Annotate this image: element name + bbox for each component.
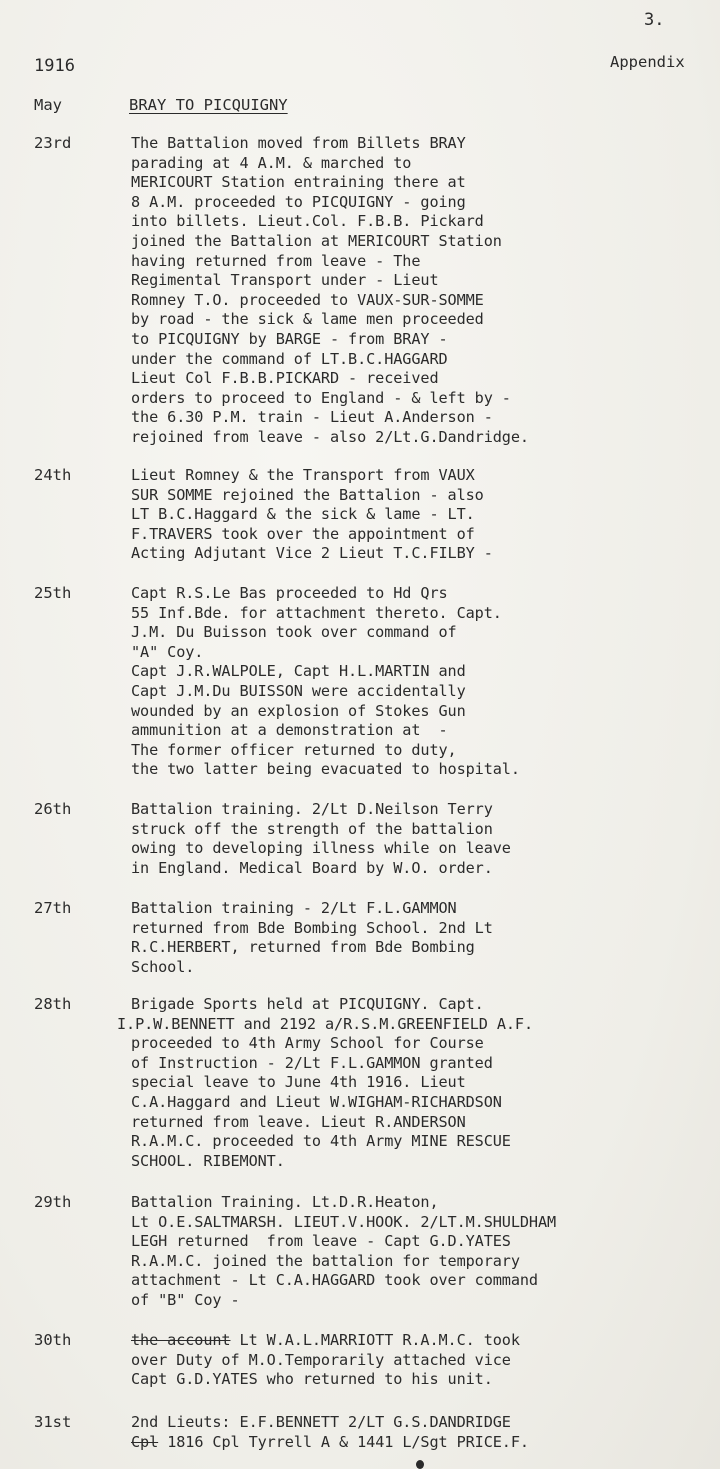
text-line: returned from Bde Bombing School. 2nd Lt — [131, 918, 493, 937]
text-line: J.M. Du Buisson took over command of — [131, 623, 457, 642]
entry-text — [131, 584, 711, 780]
entry-text — [131, 899, 711, 977]
entry-text — [131, 134, 711, 448]
text-line: Romney T.O. proceeded to VAUX-SUR-SOMME — [131, 290, 484, 309]
page-number: 3. — [644, 10, 665, 30]
text-line: returned from leave. Lieut R.ANDERSON — [131, 1112, 466, 1131]
text-line: 2nd Lieuts: E.F.BENNETT 2/LT G.S.DANDRIDGE — [131, 1413, 511, 1431]
text-line: SUR SOMME rejoined the Battalion - also — [131, 485, 484, 504]
text-line: special leave to June 4th 1916. Lieut — [131, 1073, 466, 1092]
struck-text: Cpl — [131, 1432, 159, 1451]
entry-date: 27th — [34, 899, 72, 917]
line-text: 1816 Cpl Tyrrell A & 1441 L/Sgt PRICE.F. — [167, 1432, 529, 1451]
text-line: Capt J.R.WALPOLE, Capt H.L.MARTIN and — [131, 662, 466, 681]
text-line: ammunition at a demonstration at - — [131, 721, 448, 740]
text-line: Acting Adjutant Vice 2 Lieut T.C.FILBY - — [131, 544, 493, 563]
entry-date: 30th — [34, 1331, 72, 1349]
entry-text — [131, 1193, 711, 1311]
text-line: by road - the sick & lame men proceeded — [131, 310, 484, 329]
entry-date: 23rd — [34, 134, 72, 152]
text-line: into billets. Lieut.Col. F.B.B. Pickard — [131, 212, 484, 231]
text-line: orders to proceed to England - & left by - — [131, 388, 511, 407]
text-line: MERICOURT Station entraining there at — [131, 173, 466, 192]
text-line: Battalion training. 2/Lt D.Neilson Terry — [131, 800, 493, 818]
entry-text — [117, 995, 711, 1171]
entry-text — [131, 800, 711, 878]
text-line: rejoined from leave - also 2/Lt.G.Dandridge. — [131, 427, 529, 446]
text-line: proceeded to 4th Army School for Course — [131, 1034, 484, 1053]
text-line: joined the Battalion at MERICOURT Station — [131, 231, 502, 250]
month-label: May — [34, 96, 62, 114]
text-line: attachment - Lt C.A.HAGGARD took over command — [131, 1271, 538, 1290]
line-text: Lt W.A.L.MARRIOTT R.A.M.C. took — [239, 1331, 520, 1349]
text-line: of "B" Coy - — [131, 1290, 240, 1309]
text-line: LT B.C.Haggard & the sick & lame - LT. — [131, 505, 475, 524]
text-line: F.TRAVERS took over the appointment of — [131, 524, 475, 543]
text-line: C.A.Haggard and Lieut W.WIGHAM-RICHARDSON — [131, 1092, 502, 1111]
text-line: parading at 4 A.M. & marched to — [131, 153, 412, 172]
text-line: R.C.HERBERT, returned from Bde Bombing — [131, 938, 475, 957]
text-line: School. — [131, 957, 195, 976]
entry-text — [131, 466, 711, 564]
text-line: 55 Inf.Bde. for attachment thereto. Capt. — [131, 603, 502, 622]
year-label: 1916 — [34, 56, 75, 76]
text-line: Regimental Transport under - Lieut — [131, 271, 439, 290]
text-line: Lieut Romney & the Transport from VAUX — [131, 466, 475, 484]
entry-date: 31st — [34, 1413, 72, 1431]
entry-date: 29th — [34, 1193, 72, 1211]
text-line: of Instruction - 2/Lt F.L.GAMMON granted — [131, 1053, 493, 1072]
entry-date: 25th — [34, 584, 72, 602]
text-line: Battalion Training. Lt.D.R.Heaton, — [131, 1193, 439, 1211]
text-line: SCHOOL. RIBEMONT. — [131, 1151, 285, 1170]
appendix-label: Appendix — [610, 53, 685, 71]
page-heading: BRAY TO PICQUIGNY — [129, 96, 288, 114]
text-line — [131, 1331, 711, 1351]
text-line: R.A.M.C. proceeded to 4th Army MINE RESCUE — [131, 1132, 511, 1151]
text-line: The Battalion moved from Billets BRAY — [131, 134, 466, 152]
text-line: owing to developing illness while on leave — [131, 839, 511, 858]
text-line: Capt J.M.Du BUISSON were accidentally — [131, 681, 466, 700]
text-line: in England. Medical Board by W.O. order. — [131, 858, 493, 877]
text-line: Lieut Col F.B.B.PICKARD - received — [131, 369, 439, 388]
text-line: The former officer returned to duty, — [131, 740, 457, 759]
text-line: Capt G.D.YATES who returned to his unit. — [131, 1370, 493, 1389]
entry-text — [131, 1413, 711, 1452]
text-line: Lt O.E.SALTMARSH. LIEUT.V.HOOK. 2/LT.M.SHULDHAM — [131, 1212, 557, 1231]
text-line: LEGH returned from leave - Capt G.D.YATES — [131, 1232, 511, 1251]
text-line: under the command of LT.B.C.HAGGARD — [131, 349, 448, 368]
entry-date: 26th — [34, 800, 72, 818]
text-line: the two latter being evacuated to hospital. — [131, 760, 520, 779]
entry-text — [131, 1331, 711, 1390]
struck-text: the account — [131, 1331, 231, 1349]
text-line: I.P.W.BENNETT and 2192 a/R.S.M.GREENFIELD A.F. — [117, 1014, 534, 1033]
text-line: Battalion training - 2/Lt F.L.GAMMON — [131, 899, 457, 917]
text-line: struck off the strength of the battalion — [131, 819, 493, 838]
ink-blot — [416, 1460, 424, 1469]
text-line: to PICQUIGNY by BARGE - from BRAY - — [131, 329, 448, 348]
text-line: Capt R.S.Le Bas proceeded to Hd Qrs — [131, 584, 448, 602]
text-line: over Duty of M.O.Temporarily attached vice — [131, 1350, 511, 1369]
text-line: "A" Coy. — [131, 642, 204, 661]
text-line — [131, 1433, 711, 1453]
text-line: wounded by an explosion of Stokes Gun — [131, 701, 466, 720]
text-line: having returned from leave - The — [131, 251, 421, 270]
text-line: Brigade Sports held at PICQUIGNY. Capt. — [131, 995, 484, 1013]
text-line: the 6.30 P.M. train - Lieut A.Anderson - — [131, 408, 493, 427]
text-line: R.A.M.C. joined the battalion for temporary — [131, 1251, 520, 1270]
text-line: 8 A.M. proceeded to PICQUIGNY - going — [131, 192, 466, 211]
entry-date: 28th — [34, 995, 72, 1013]
entry-date: 24th — [34, 466, 72, 484]
